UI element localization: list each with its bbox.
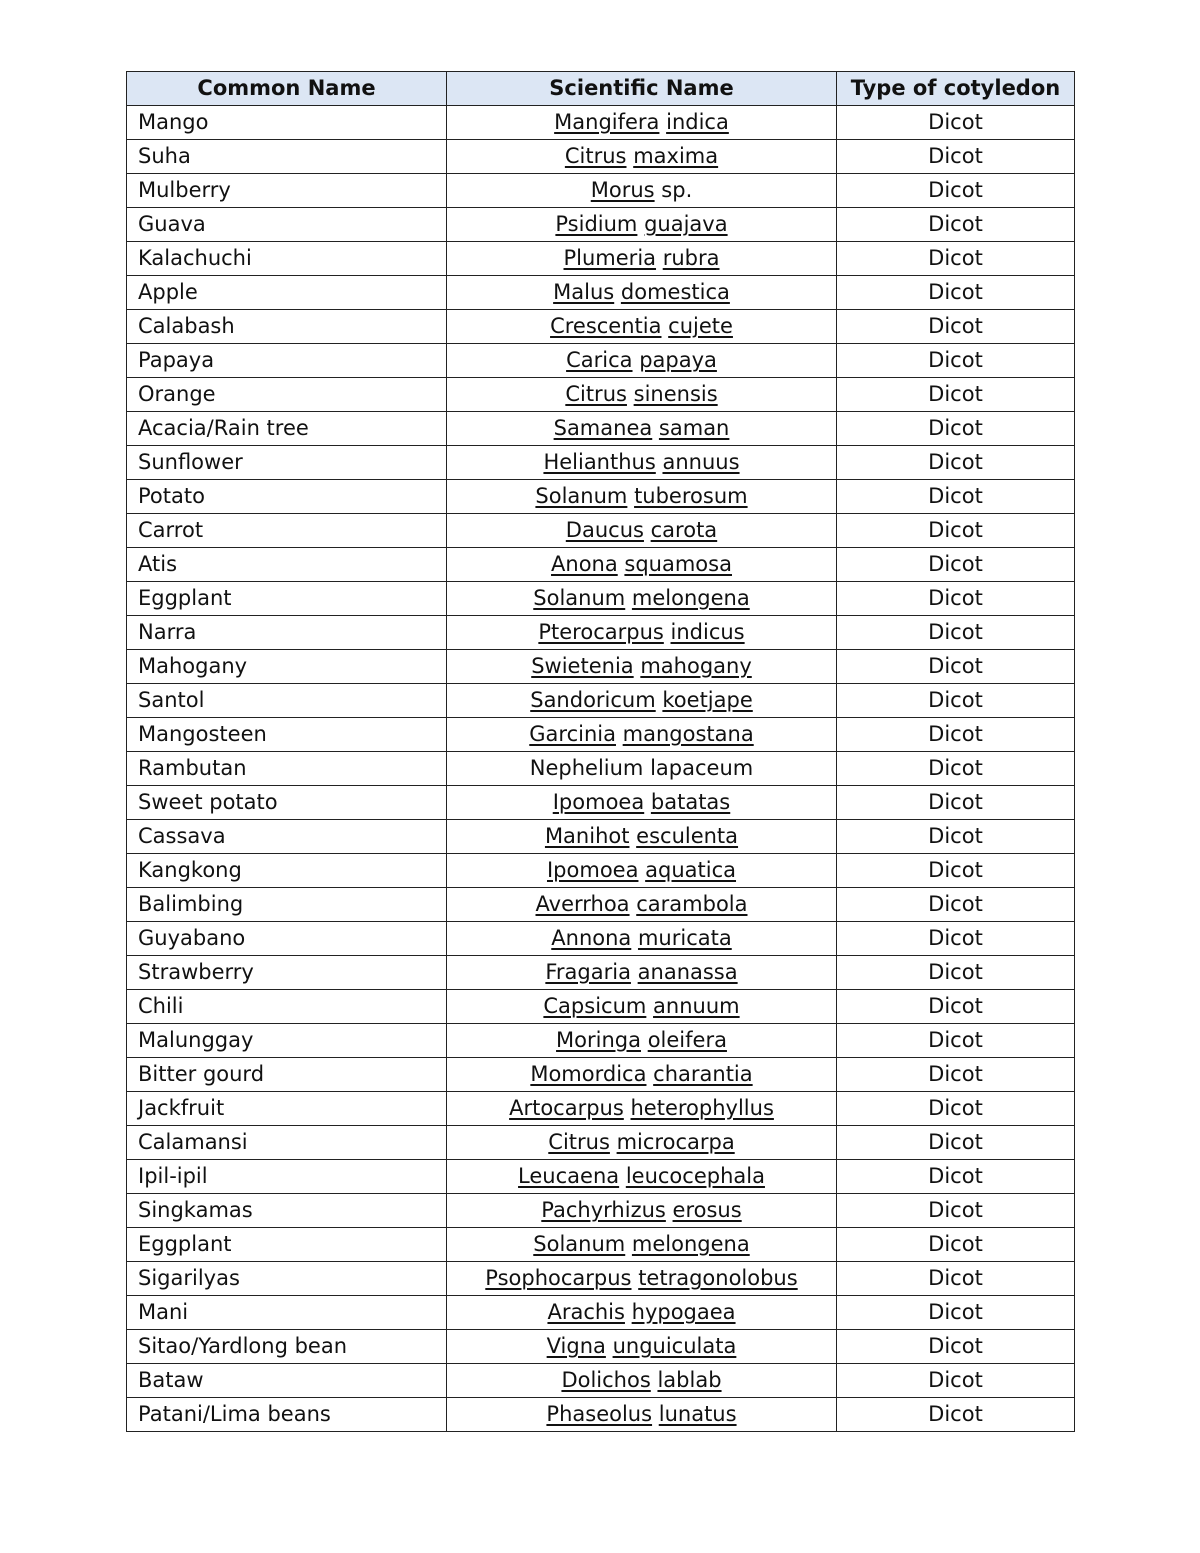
common-name-cell: Suha <box>127 140 447 174</box>
species-text: cujete <box>668 314 733 338</box>
header-row <box>127 72 1075 106</box>
scientific-name-cell <box>447 922 837 956</box>
scientific-name-cell <box>447 208 837 242</box>
common-name-cell: Sigarilyas <box>127 1262 447 1296</box>
scientific-name-cell <box>447 1024 837 1058</box>
table-row <box>127 344 1075 378</box>
table-row <box>127 1058 1075 1092</box>
table-row <box>127 1398 1075 1432</box>
scientific-name-cell <box>447 1126 837 1160</box>
table-row <box>127 582 1075 616</box>
species-text: carambola <box>636 892 748 916</box>
genus-text: Sandoricum <box>530 688 656 712</box>
cotyledon-type-cell: Dicot <box>837 650 1075 684</box>
common-name-cell: Potato <box>127 480 447 514</box>
table-row <box>127 786 1075 820</box>
genus-text: Solanum <box>535 484 628 508</box>
cotyledon-type-cell: Dicot <box>837 1364 1075 1398</box>
cotyledon-type-cell: Dicot <box>837 1194 1075 1228</box>
common-name-cell: Eggplant <box>127 582 447 616</box>
species-text: indicus <box>670 620 745 644</box>
scientific-name-cell <box>447 990 837 1024</box>
common-name-cell: Kalachuchi <box>127 242 447 276</box>
common-name-cell: Ipil-ipil <box>127 1160 447 1194</box>
common-name-cell: Balimbing <box>127 888 447 922</box>
genus-text: Samanea <box>553 416 653 440</box>
genus-text: Capsicum <box>543 994 647 1018</box>
table-row <box>127 548 1075 582</box>
common-name-cell: Bataw <box>127 1364 447 1398</box>
species-text: rubra <box>662 246 720 270</box>
table-row <box>127 1364 1075 1398</box>
cotyledon-type-cell: Dicot <box>837 1398 1075 1432</box>
species-text: squamosa <box>624 552 732 576</box>
common-name-cell: Narra <box>127 616 447 650</box>
scientific-name-cell <box>447 1160 837 1194</box>
table-row <box>127 174 1075 208</box>
table-header <box>127 72 1075 106</box>
cotyledon-type-cell: Dicot <box>837 140 1075 174</box>
genus-text: Fragaria <box>545 960 631 984</box>
common-name-cell: Singkamas <box>127 1194 447 1228</box>
common-name-cell: Sweet potato <box>127 786 447 820</box>
cotyledon-type-cell: Dicot <box>837 344 1075 378</box>
scientific-name-cell <box>447 752 837 786</box>
species-text: melongena <box>631 586 750 610</box>
genus-text: Psidium <box>555 212 638 236</box>
table-row <box>127 1228 1075 1262</box>
common-name-cell: Mani <box>127 1296 447 1330</box>
common-name-cell: Sitao/Yardlong bean <box>127 1330 447 1364</box>
scientific-name-cell <box>447 1398 837 1432</box>
common-name-cell: Cassava <box>127 820 447 854</box>
genus-text: Crescentia <box>550 314 662 338</box>
cotyledon-type-cell: Dicot <box>837 1330 1075 1364</box>
common-name-cell: Guava <box>127 208 447 242</box>
common-name-cell: Strawberry <box>127 956 447 990</box>
scientific-name-cell <box>447 412 837 446</box>
cotyledon-type-cell: Dicot <box>837 174 1075 208</box>
genus-text: Morus <box>590 178 655 202</box>
cotyledon-type-cell: Dicot <box>837 820 1075 854</box>
genus-text: Dolichos <box>561 1368 651 1392</box>
scientific-name-cell <box>447 1330 837 1364</box>
genus-text: Citrus <box>565 382 627 406</box>
species-text: lunatus <box>658 1402 737 1426</box>
scientific-name-cell <box>447 446 837 480</box>
table-row <box>127 888 1075 922</box>
header-scientific-name: Scientific Name <box>447 72 837 106</box>
species-text: lapaceum <box>650 756 754 780</box>
species-text: lablab <box>657 1368 722 1392</box>
cotyledon-type-cell: Dicot <box>837 480 1075 514</box>
table-row <box>127 616 1075 650</box>
table-body <box>127 106 1075 1432</box>
scientific-name-cell <box>447 684 837 718</box>
species-text: aquatica <box>645 858 737 882</box>
scientific-name-cell <box>447 276 837 310</box>
table-row <box>127 106 1075 140</box>
common-name-cell: Apple <box>127 276 447 310</box>
scientific-name-cell <box>447 650 837 684</box>
species-text: annuus <box>662 450 740 474</box>
species-text: erosus <box>672 1198 742 1222</box>
species-text: sinensis <box>633 382 718 406</box>
species-text: muricata <box>637 926 732 950</box>
cotyledon-type-cell: Dicot <box>837 922 1075 956</box>
cotyledon-type-cell: Dicot <box>837 310 1075 344</box>
scientific-name-cell <box>447 106 837 140</box>
cotyledon-type-cell: Dicot <box>837 616 1075 650</box>
cotyledon-type-cell: Dicot <box>837 412 1075 446</box>
genus-text: Garcinia <box>529 722 616 746</box>
cotyledon-type-cell: Dicot <box>837 684 1075 718</box>
table-row <box>127 990 1075 1024</box>
cotyledon-type-cell: Dicot <box>837 752 1075 786</box>
table-row <box>127 208 1075 242</box>
cotyledon-type-cell: Dicot <box>837 1024 1075 1058</box>
species-text: saman <box>658 416 730 440</box>
common-name-cell: Orange <box>127 378 447 412</box>
genus-text: Nephelium <box>529 756 644 780</box>
genus-text: Phaseolus <box>546 1402 653 1426</box>
common-name-cell: Rambutan <box>127 752 447 786</box>
species-text: oleifera <box>647 1028 727 1052</box>
genus-text: Swietenia <box>531 654 634 678</box>
table-row <box>127 1296 1075 1330</box>
common-name-cell: Mango <box>127 106 447 140</box>
scientific-name-cell <box>447 1092 837 1126</box>
table-row <box>127 140 1075 174</box>
cotyledon-type-cell: Dicot <box>837 446 1075 480</box>
table-row <box>127 1092 1075 1126</box>
genus-text: Solanum <box>533 1232 626 1256</box>
common-name-cell: Mahogany <box>127 650 447 684</box>
table-row <box>127 514 1075 548</box>
table-row <box>127 1160 1075 1194</box>
genus-text: Citrus <box>548 1130 610 1154</box>
table-row <box>127 854 1075 888</box>
common-name-cell: Atis <box>127 548 447 582</box>
scientific-name-cell <box>447 1364 837 1398</box>
scientific-name-cell <box>447 582 837 616</box>
table-row <box>127 480 1075 514</box>
cotyledon-type-cell: Dicot <box>837 582 1075 616</box>
genus-text: Solanum <box>533 586 626 610</box>
scientific-name-cell <box>447 514 837 548</box>
cotyledon-type-cell: Dicot <box>837 106 1075 140</box>
cotyledon-type-cell: Dicot <box>837 854 1075 888</box>
cotyledon-type-cell: Dicot <box>837 1092 1075 1126</box>
scientific-name-cell <box>447 1194 837 1228</box>
species-text: ananassa <box>637 960 738 984</box>
cotyledon-type-cell: Dicot <box>837 1126 1075 1160</box>
genus-text: Pachyrhizus <box>541 1198 666 1222</box>
header-cotyledon-type: Type of cotyledon <box>837 72 1075 106</box>
cotyledon-type-cell: Dicot <box>837 276 1075 310</box>
table-row <box>127 412 1075 446</box>
common-name-cell: Acacia/Rain tree <box>127 412 447 446</box>
scientific-name-cell <box>447 718 837 752</box>
cotyledon-type-cell: Dicot <box>837 718 1075 752</box>
scientific-name-cell <box>447 956 837 990</box>
table-row <box>127 956 1075 990</box>
species-text: leucocephala <box>625 1164 765 1188</box>
genus-text: Artocarpus <box>509 1096 624 1120</box>
common-name-cell: Papaya <box>127 344 447 378</box>
species-text: heterophyllus <box>630 1096 774 1120</box>
scientific-name-cell <box>447 310 837 344</box>
scientific-name-cell <box>447 548 837 582</box>
genus-text: Daucus <box>565 518 644 542</box>
cotyledon-type-cell: Dicot <box>837 1160 1075 1194</box>
cotyledon-type-cell: Dicot <box>837 1228 1075 1262</box>
table-row <box>127 752 1075 786</box>
cotyledon-type-cell: Dicot <box>837 208 1075 242</box>
species-text: koetjape <box>662 688 753 712</box>
scientific-name-cell <box>447 242 837 276</box>
species-text: mangostana <box>622 722 754 746</box>
common-name-cell: Santol <box>127 684 447 718</box>
table-row <box>127 1194 1075 1228</box>
species-text: tetragonolobus <box>638 1266 798 1290</box>
species-text: maxima <box>633 144 719 168</box>
cotyledon-type-cell: Dicot <box>837 242 1075 276</box>
cotyledon-type-cell: Dicot <box>837 1058 1075 1092</box>
common-name-cell: Carrot <box>127 514 447 548</box>
species-text: domestica <box>620 280 730 304</box>
genus-text: Carica <box>566 348 633 372</box>
cotyledon-type-cell: Dicot <box>837 990 1075 1024</box>
scientific-name-cell <box>447 174 837 208</box>
genus-text: Arachis <box>547 1300 625 1324</box>
scientific-name-cell <box>447 1296 837 1330</box>
species-text: charantia <box>653 1062 753 1086</box>
scientific-name-cell <box>447 1262 837 1296</box>
scientific-name-cell <box>447 140 837 174</box>
common-name-cell: Mulberry <box>127 174 447 208</box>
genus-text: Psophocarpus <box>485 1266 632 1290</box>
table-row <box>127 650 1075 684</box>
common-name-cell: Kangkong <box>127 854 447 888</box>
table-row <box>127 1330 1075 1364</box>
plant-cotyledon-table <box>126 71 1075 1432</box>
cotyledon-type-cell: Dicot <box>837 1262 1075 1296</box>
common-name-cell: Sunflower <box>127 446 447 480</box>
species-text: indica <box>666 110 729 134</box>
genus-text: Helianthus <box>543 450 656 474</box>
scientific-name-cell <box>447 820 837 854</box>
scientific-name-cell <box>447 1058 837 1092</box>
common-name-cell: Calamansi <box>127 1126 447 1160</box>
genus-text: Anona <box>551 552 618 576</box>
common-name-cell: Malunggay <box>127 1024 447 1058</box>
common-name-cell: Patani/Lima beans <box>127 1398 447 1432</box>
genus-text: Manihot <box>544 824 630 848</box>
common-name-cell: Calabash <box>127 310 447 344</box>
table-row <box>127 718 1075 752</box>
table-row <box>127 310 1075 344</box>
species-text: microcarpa <box>616 1130 735 1154</box>
species-text: esculenta <box>636 824 739 848</box>
table-row <box>127 820 1075 854</box>
scientific-name-cell <box>447 378 837 412</box>
genus-text: Mangifera <box>554 110 660 134</box>
table-row <box>127 1024 1075 1058</box>
cotyledon-type-cell: Dicot <box>837 956 1075 990</box>
scientific-name-cell <box>447 344 837 378</box>
cotyledon-type-cell: Dicot <box>837 888 1075 922</box>
cotyledon-type-cell: Dicot <box>837 378 1075 412</box>
table-row <box>127 684 1075 718</box>
common-name-cell: Chili <box>127 990 447 1024</box>
common-name-cell: Jackfruit <box>127 1092 447 1126</box>
species-text: mahogany <box>640 654 752 678</box>
common-name-cell: Eggplant <box>127 1228 447 1262</box>
scientific-name-cell <box>447 786 837 820</box>
species-text: melongena <box>631 1232 750 1256</box>
genus-text: Plumeria <box>563 246 657 270</box>
common-name-cell: Mangosteen <box>127 718 447 752</box>
table-row <box>127 446 1075 480</box>
scientific-name-cell <box>447 1228 837 1262</box>
scientific-name-cell <box>447 616 837 650</box>
scientific-name-cell <box>447 480 837 514</box>
table-row <box>127 242 1075 276</box>
cotyledon-type-cell: Dicot <box>837 786 1075 820</box>
genus-text: Ipomoea <box>552 790 645 814</box>
species-text: annuum <box>653 994 740 1018</box>
species-text: papaya <box>639 348 717 372</box>
species-text: hypogaea <box>631 1300 736 1324</box>
cotyledon-type-cell: Dicot <box>837 548 1075 582</box>
table-row <box>127 1126 1075 1160</box>
genus-text: Malus <box>553 280 615 304</box>
common-name-cell: Bitter gourd <box>127 1058 447 1092</box>
species-text: carota <box>650 518 718 542</box>
genus-text: Annona <box>551 926 632 950</box>
table-row <box>127 1262 1075 1296</box>
common-name-cell: Guyabano <box>127 922 447 956</box>
species-text: batatas <box>650 790 731 814</box>
genus-text: Momordica <box>530 1062 647 1086</box>
genus-text: Averrhoa <box>535 892 630 916</box>
genus-text: Moringa <box>556 1028 641 1052</box>
genus-text: Leucaena <box>518 1164 620 1188</box>
table-row <box>127 922 1075 956</box>
scientific-name-cell <box>447 854 837 888</box>
genus-text: Vigna <box>546 1334 606 1358</box>
cotyledon-type-cell: Dicot <box>837 514 1075 548</box>
header-common-name: Common Name <box>127 72 447 106</box>
table-row <box>127 378 1075 412</box>
genus-text: Ipomoea <box>546 858 639 882</box>
species-text: tuberosum <box>634 484 748 508</box>
species-text: guajava <box>644 212 728 236</box>
scientific-name-cell <box>447 888 837 922</box>
species-text: sp. <box>661 178 693 202</box>
table-row <box>127 276 1075 310</box>
cotyledon-type-cell: Dicot <box>837 1296 1075 1330</box>
species-text: unguiculata <box>612 1334 737 1358</box>
genus-text: Citrus <box>564 144 627 168</box>
genus-text: Pterocarpus <box>538 620 664 644</box>
